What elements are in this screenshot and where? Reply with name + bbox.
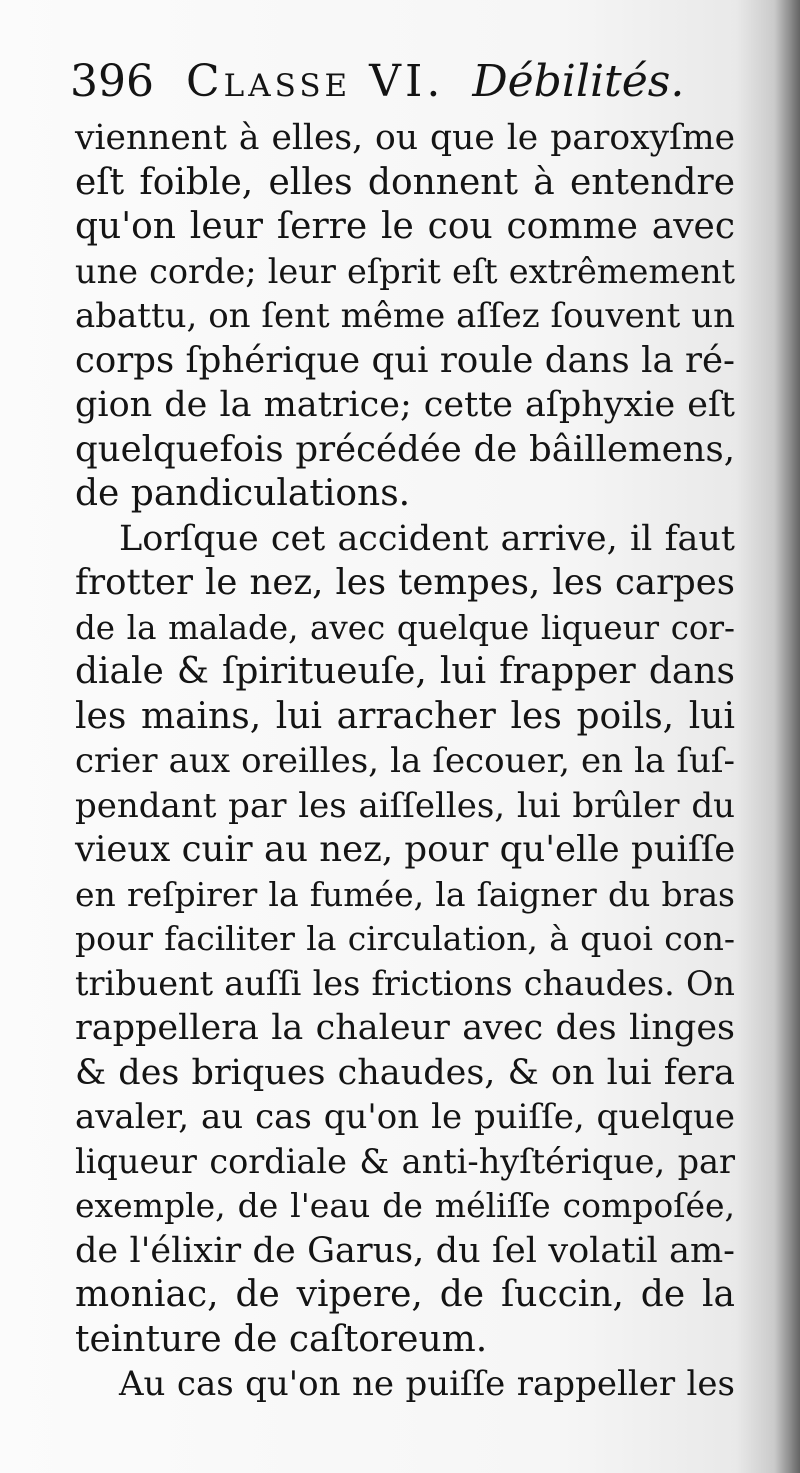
text-line: les mains, lui arracher les poils, lui [75, 695, 735, 737]
text-line: crier aux oreilles, la ſecouer, en la ſuſ- [75, 741, 735, 781]
text-line: Lorſque cet accident arrive, il faut [119, 518, 735, 559]
text-line: teinture de caſtoreum. [75, 1318, 488, 1360]
text-line: rappellera la chaleur avec des linges [75, 1008, 735, 1048]
class-title: Classe VI. [185, 56, 445, 107]
text-line: abattu, on ſent même aſſez ſouvent un [75, 296, 735, 336]
text-line: frotter le nez, les tempes, les carpes [75, 562, 735, 603]
text-line: diale & ſpiritueuſe, lui frapper dans [75, 651, 735, 692]
text-line: qu'on leur ſerre le cou comme avec [75, 206, 735, 247]
text-line: avaler, au cas qu'on le puiſſe, quelque [75, 1097, 735, 1137]
text-line: eſt foible, elles donnent à entendre [75, 161, 735, 203]
running-title: Débilités. [472, 56, 685, 107]
text-line: vieux cuir au nez, pour qu'elle puiſſe [75, 829, 736, 870]
text-line: Au cas qu'on ne puiſſe rappeller les [119, 1364, 735, 1404]
text-line: de pandiculations. [75, 473, 411, 514]
text-line: pour faciliter la circulation, à quoi con- [75, 919, 735, 958]
running-head [70, 52, 684, 112]
text-line: gion de la matrice; cette aſphyxie eſt [75, 385, 735, 425]
text-line: de la malade, avec quelque liqueur cor- [75, 608, 735, 647]
text-line: pendant par les aiſſelles, lui brûler du [75, 785, 735, 826]
text-line: corps ſphérique qui roule dans la ré- [75, 339, 735, 381]
text-line: & des briques chaudes, & on lui fera [75, 1052, 735, 1093]
page-number: 396 [70, 56, 154, 107]
text-line: liqueur cordiale & anti-hyſtérique, par [75, 1141, 735, 1181]
gutter-shadow [774, 0, 800, 1473]
text-line: quelquefois précédée de bâillemens, [75, 428, 735, 470]
body-text [75, 116, 735, 1407]
text-line: exemple, de l'eau de méliſſe compoſée, [75, 1186, 735, 1225]
text-line: de l'élixir de Garus, du ſel volatil am- [75, 1230, 735, 1271]
text-line: moniac, de vipere, de ſuccin, de la [75, 1274, 735, 1315]
text-line: tribuent auſſi les frictions chaudes. On [75, 963, 735, 1003]
text-line: viennent à elles, ou que le paroxyſme [75, 118, 735, 158]
text-line: une corde; leur eſprit eſt extrêmement [75, 251, 735, 291]
text-line: en reſpirer la fumée, la ſaigner du bras [75, 874, 735, 914]
